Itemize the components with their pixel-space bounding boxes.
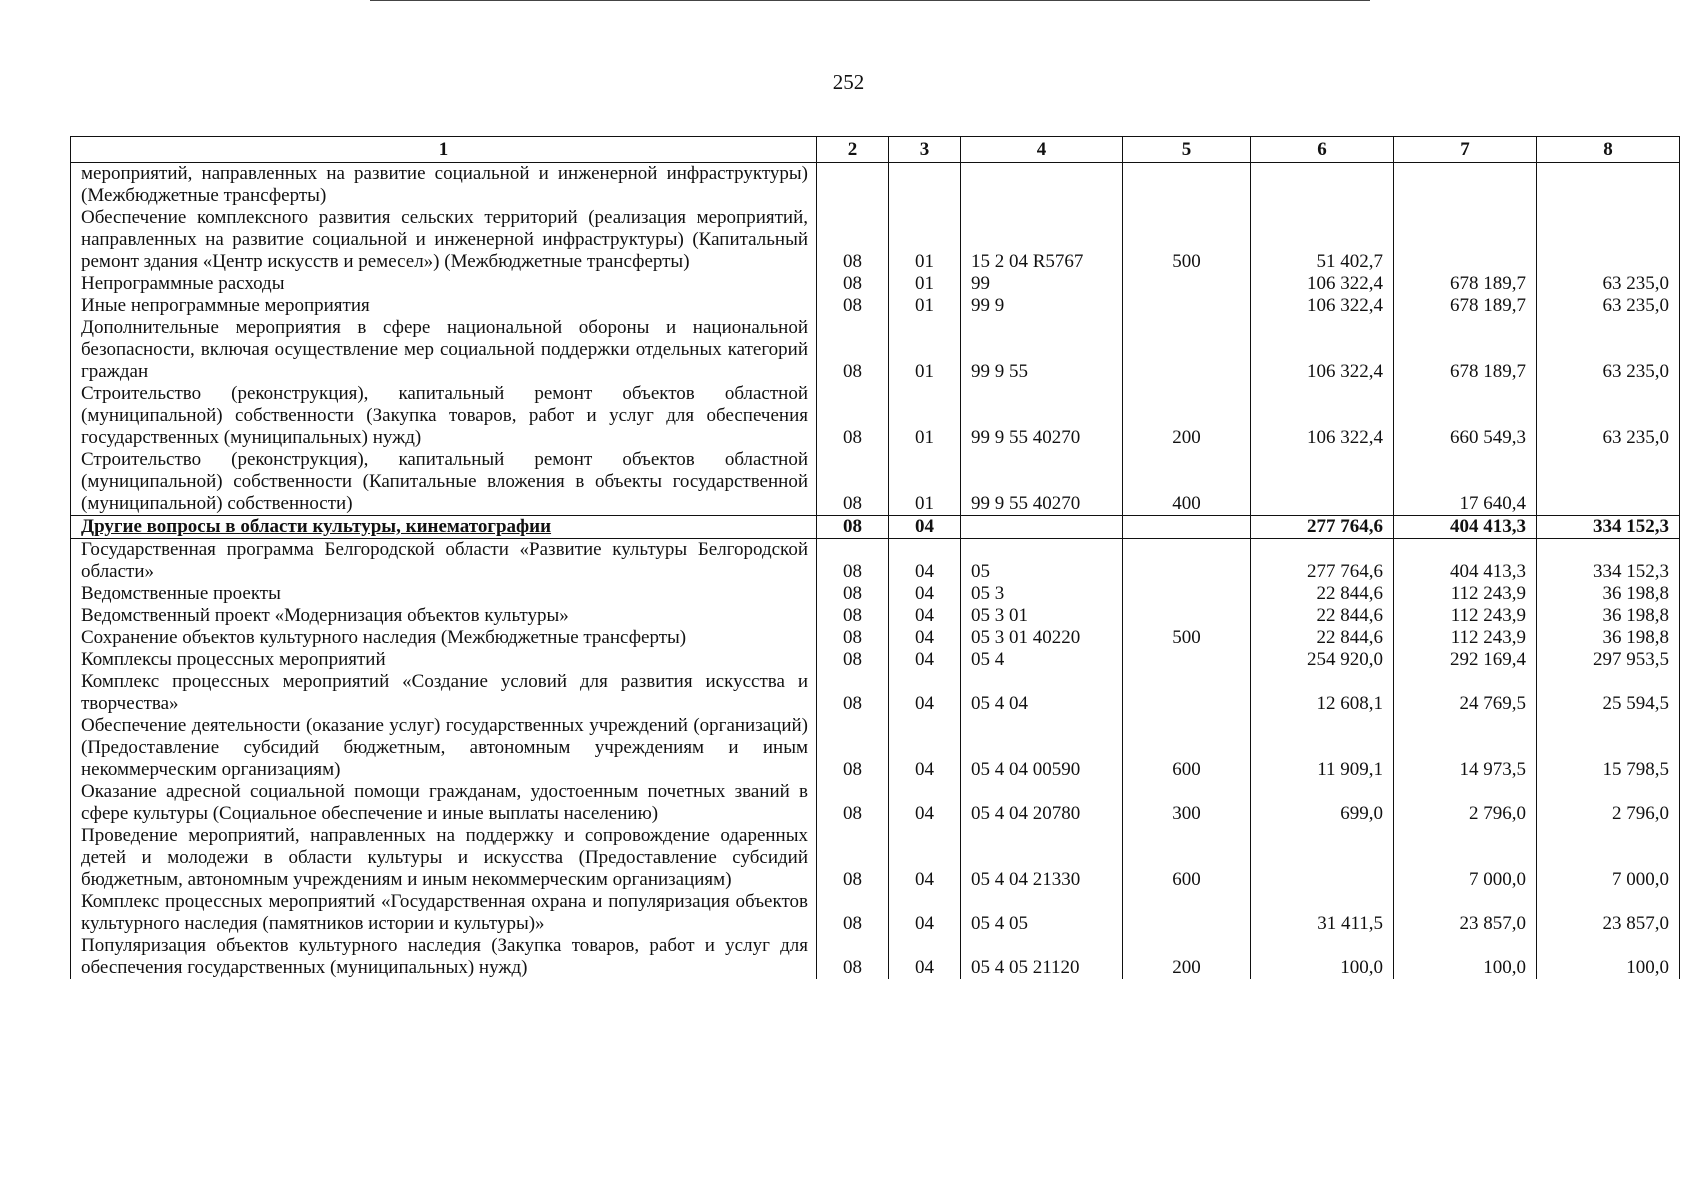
amount-col-7-cell: 404 413,3 bbox=[1394, 516, 1537, 539]
subsection-code-cell: 04 bbox=[889, 671, 961, 715]
table-row bbox=[71, 583, 1680, 605]
table-row bbox=[71, 449, 1680, 516]
budget-table bbox=[70, 136, 1680, 979]
expense-type-cell bbox=[1123, 317, 1251, 383]
amount-col-6-cell: 106 322,4 bbox=[1251, 317, 1394, 383]
table-row bbox=[71, 207, 1680, 273]
section-code-cell: 08 bbox=[817, 605, 889, 627]
target-article-cell: 99 9 55 bbox=[961, 317, 1123, 383]
amount-col-7-cell: 112 243,9 bbox=[1394, 583, 1537, 605]
scan-top-rule bbox=[370, 0, 1370, 1]
amount-col-7-cell: 678 189,7 bbox=[1394, 317, 1537, 383]
table-row bbox=[71, 163, 1680, 208]
item-name-cell: Комплекс процессных мероприятий «Создание условий для развития искусства и творчества» bbox=[71, 671, 817, 715]
page-number: 252 bbox=[832, 70, 865, 94]
target-article-cell bbox=[961, 516, 1123, 539]
amount-col-6-cell: 277 764,6 bbox=[1251, 539, 1394, 584]
section-code-cell: 08 bbox=[817, 671, 889, 715]
table-row bbox=[71, 273, 1680, 295]
amount-col-8-cell: 15 798,5 bbox=[1537, 715, 1680, 781]
section-code-cell: 08 bbox=[817, 891, 889, 935]
subsection-code-cell: 04 bbox=[889, 935, 961, 979]
table-row bbox=[71, 781, 1680, 825]
amount-col-6-cell bbox=[1251, 825, 1394, 891]
expense-type-cell: 500 bbox=[1123, 627, 1251, 649]
target-article-cell: 05 3 01 40220 bbox=[961, 627, 1123, 649]
section-code-cell: 08 bbox=[817, 273, 889, 295]
subsection-code-cell: 04 bbox=[889, 781, 961, 825]
amount-col-6-cell: 22 844,6 bbox=[1251, 605, 1394, 627]
item-name-cell: Проведение мероприятий, направленных на поддержку и сопровождение одаренных детей и молодежи в области культуры и искусства (Предоставление субсидий бюджетным, автономным учреждениям и иным некоммерческим организациям) bbox=[71, 825, 817, 891]
subsection-code-cell: 01 bbox=[889, 207, 961, 273]
subsection-code-cell: 04 bbox=[889, 891, 961, 935]
subsection-code-cell: 01 bbox=[889, 383, 961, 449]
table-row bbox=[71, 539, 1680, 584]
expense-type-cell: 200 bbox=[1123, 383, 1251, 449]
subsection-code-cell: 01 bbox=[889, 273, 961, 295]
table-row bbox=[71, 383, 1680, 449]
amount-col-7-cell: 14 973,5 bbox=[1394, 715, 1537, 781]
target-article-cell: 05 3 01 bbox=[961, 605, 1123, 627]
amount-col-8-cell: 334 152,3 bbox=[1537, 516, 1680, 539]
target-article-cell: 05 4 05 21120 bbox=[961, 935, 1123, 979]
amount-col-8-cell: 63 235,0 bbox=[1537, 383, 1680, 449]
section-code-cell: 08 bbox=[817, 825, 889, 891]
amount-col-6-cell: 11 909,1 bbox=[1251, 715, 1394, 781]
amount-col-7-cell: 112 243,9 bbox=[1394, 627, 1537, 649]
amount-col-7-cell: 112 243,9 bbox=[1394, 605, 1537, 627]
amount-col-6-cell: 51 402,7 bbox=[1251, 207, 1394, 273]
item-name-cell: Строительство (реконструкция), капитальный ремонт объектов областной (муниципальной) собственности (Закупка товаров, работ и услуг для обеспечения государственных (муниципальных) нужд) bbox=[71, 383, 817, 449]
subsection-code-cell: 04 bbox=[889, 715, 961, 781]
expense-type-cell: 600 bbox=[1123, 825, 1251, 891]
expense-type-cell bbox=[1123, 295, 1251, 317]
section-code-cell: 08 bbox=[817, 383, 889, 449]
amount-col-6-cell: 22 844,6 bbox=[1251, 627, 1394, 649]
amount-col-6-cell bbox=[1251, 449, 1394, 516]
subsection-code-cell: 01 bbox=[889, 317, 961, 383]
section-code-cell: 08 bbox=[817, 295, 889, 317]
table-row bbox=[71, 295, 1680, 317]
subsection-code-cell: 04 bbox=[889, 825, 961, 891]
item-name-cell: Сохранение объектов культурного наследия (Межбюджетные трансферты) bbox=[71, 627, 817, 649]
amount-col-7-cell: 678 189,7 bbox=[1394, 295, 1537, 317]
amount-col-8-cell: 25 594,5 bbox=[1537, 671, 1680, 715]
expense-type-cell: 500 bbox=[1123, 207, 1251, 273]
amount-col-7-cell: 678 189,7 bbox=[1394, 273, 1537, 295]
expense-type-cell bbox=[1123, 891, 1251, 935]
header-col-2: 2 bbox=[817, 137, 889, 163]
amount-col-7-cell: 292 169,4 bbox=[1394, 649, 1537, 671]
expense-type-cell bbox=[1123, 163, 1251, 208]
subsection-code-cell: 01 bbox=[889, 295, 961, 317]
subsection-code-cell: 04 bbox=[889, 627, 961, 649]
expense-type-cell bbox=[1123, 583, 1251, 605]
item-name-cell: Ведомственный проект «Модернизация объектов культуры» bbox=[71, 605, 817, 627]
table-row bbox=[71, 715, 1680, 781]
item-name-cell: мероприятий, направленных на развитие социальной и инженерной инфраструктуры) (Межбюджетные трансферты) bbox=[71, 163, 817, 208]
amount-col-7-cell: 23 857,0 bbox=[1394, 891, 1537, 935]
section-code-cell: 08 bbox=[817, 715, 889, 781]
item-name-cell: Обеспечение комплексного развития сельских территорий (реализация мероприятий, направленных на развитие социальной и инженерной инфраструктуры) (Капитальный ремонт здания «Центр искусств и ремесел») (Межбюджетные трансферты) bbox=[71, 207, 817, 273]
target-article-cell: 99 9 bbox=[961, 295, 1123, 317]
item-name-cell: Дополнительные мероприятия в сфере национальной обороны и национальной безопасности, включая осуществление мер социальной поддержки отдельных категорий граждан bbox=[71, 317, 817, 383]
section-code-cell: 08 bbox=[817, 539, 889, 584]
expense-type-cell bbox=[1123, 539, 1251, 584]
amount-col-6-cell: 254 920,0 bbox=[1251, 649, 1394, 671]
item-name-cell: Ведомственные проекты bbox=[71, 583, 817, 605]
table-row bbox=[71, 627, 1680, 649]
target-article-cell: 05 4 04 00590 bbox=[961, 715, 1123, 781]
header-col-4: 4 bbox=[961, 137, 1123, 163]
table-row bbox=[71, 317, 1680, 383]
amount-col-8-cell: 7 000,0 bbox=[1537, 825, 1680, 891]
item-name-cell: Строительство (реконструкция), капитальный ремонт объектов областной (муниципальной) собственности (Капитальные вложения в объекты государственной (муниципальной) собственности) bbox=[71, 449, 817, 516]
target-article-cell bbox=[961, 163, 1123, 208]
amount-col-7-cell: 660 549,3 bbox=[1394, 383, 1537, 449]
section-code-cell bbox=[817, 163, 889, 208]
target-article-cell: 05 4 04 bbox=[961, 671, 1123, 715]
amount-col-8-cell bbox=[1537, 163, 1680, 208]
table-row bbox=[71, 891, 1680, 935]
budget-table-container bbox=[70, 136, 1680, 979]
amount-col-6-cell: 106 322,4 bbox=[1251, 383, 1394, 449]
header-col-8: 8 bbox=[1537, 137, 1680, 163]
subsection-code-cell: 04 bbox=[889, 539, 961, 584]
amount-col-8-cell: 63 235,0 bbox=[1537, 273, 1680, 295]
section-code-cell: 08 bbox=[817, 207, 889, 273]
amount-col-6-cell: 12 608,1 bbox=[1251, 671, 1394, 715]
subsection-code-cell: 04 bbox=[889, 583, 961, 605]
expense-type-cell: 400 bbox=[1123, 449, 1251, 516]
amount-col-7-cell bbox=[1394, 163, 1537, 208]
table-section-row bbox=[71, 516, 1680, 539]
header-col-7: 7 bbox=[1394, 137, 1537, 163]
target-article-cell: 05 bbox=[961, 539, 1123, 584]
section-code-cell: 08 bbox=[817, 516, 889, 539]
section-code-cell: 08 bbox=[817, 583, 889, 605]
amount-col-8-cell: 63 235,0 bbox=[1537, 317, 1680, 383]
amount-col-7-cell: 7 000,0 bbox=[1394, 825, 1537, 891]
target-article-cell: 99 9 55 40270 bbox=[961, 449, 1123, 516]
section-code-cell: 08 bbox=[817, 781, 889, 825]
amount-col-7-cell: 24 769,5 bbox=[1394, 671, 1537, 715]
expense-type-cell bbox=[1123, 516, 1251, 539]
item-name-cell: Комплекс процессных мероприятий «Государственная охрана и популяризация объектов культурного наследия (памятников истории и культуры)» bbox=[71, 891, 817, 935]
header-col-5: 5 bbox=[1123, 137, 1251, 163]
amount-col-7-cell: 17 640,4 bbox=[1394, 449, 1537, 516]
amount-col-8-cell: 100,0 bbox=[1537, 935, 1680, 979]
amount-col-6-cell bbox=[1251, 163, 1394, 208]
expense-type-cell bbox=[1123, 671, 1251, 715]
subsection-code-cell bbox=[889, 163, 961, 208]
amount-col-8-cell: 36 198,8 bbox=[1537, 605, 1680, 627]
table-body bbox=[71, 163, 1680, 980]
column-number-header-row bbox=[71, 137, 1680, 163]
subsection-code-cell: 01 bbox=[889, 449, 961, 516]
amount-col-7-cell bbox=[1394, 207, 1537, 273]
amount-col-6-cell: 31 411,5 bbox=[1251, 891, 1394, 935]
target-article-cell: 05 4 04 20780 bbox=[961, 781, 1123, 825]
amount-col-8-cell: 334 152,3 bbox=[1537, 539, 1680, 584]
item-name-cell: Государственная программа Белгородской области «Развитие культуры Белгородской области» bbox=[71, 539, 817, 584]
table-row bbox=[71, 605, 1680, 627]
amount-col-8-cell: 36 198,8 bbox=[1537, 583, 1680, 605]
target-article-cell: 99 9 55 40270 bbox=[961, 383, 1123, 449]
target-article-cell: 05 4 04 21330 bbox=[961, 825, 1123, 891]
section-code-cell: 08 bbox=[817, 935, 889, 979]
amount-col-6-cell: 699,0 bbox=[1251, 781, 1394, 825]
amount-col-7-cell: 2 796,0 bbox=[1394, 781, 1537, 825]
target-article-cell: 05 4 05 bbox=[961, 891, 1123, 935]
item-name-cell: Комплексы процессных мероприятий bbox=[71, 649, 817, 671]
table-row bbox=[71, 935, 1680, 979]
section-code-cell: 08 bbox=[817, 449, 889, 516]
expense-type-cell: 200 bbox=[1123, 935, 1251, 979]
amount-col-7-cell: 404 413,3 bbox=[1394, 539, 1537, 584]
amount-col-8-cell: 23 857,0 bbox=[1537, 891, 1680, 935]
item-name-cell: Популяризация объектов культурного наследия (Закупка товаров, работ и услуг для обеспечения государственных (муниципальных) нужд) bbox=[71, 935, 817, 979]
amount-col-8-cell: 36 198,8 bbox=[1537, 627, 1680, 649]
subsection-code-cell: 04 bbox=[889, 516, 961, 539]
amount-col-6-cell: 100,0 bbox=[1251, 935, 1394, 979]
amount-col-8-cell bbox=[1537, 207, 1680, 273]
amount-col-8-cell: 63 235,0 bbox=[1537, 295, 1680, 317]
amount-col-6-cell: 22 844,6 bbox=[1251, 583, 1394, 605]
expense-type-cell bbox=[1123, 605, 1251, 627]
item-name-cell: Другие вопросы в области культуры, кинематографии bbox=[71, 516, 817, 539]
target-article-cell: 05 3 bbox=[961, 583, 1123, 605]
expense-type-cell bbox=[1123, 273, 1251, 295]
amount-col-6-cell: 106 322,4 bbox=[1251, 273, 1394, 295]
header-col-6: 6 bbox=[1251, 137, 1394, 163]
section-code-cell: 08 bbox=[817, 649, 889, 671]
subsection-code-cell: 04 bbox=[889, 649, 961, 671]
amount-col-7-cell: 100,0 bbox=[1394, 935, 1537, 979]
item-name-cell: Обеспечение деятельности (оказание услуг) государственных учреждений (организаций) (Предоставление субсидий бюджетным, автономным учреждениям и иным некоммерческим организациям) bbox=[71, 715, 817, 781]
header-col-3: 3 bbox=[889, 137, 961, 163]
target-article-cell: 15 2 04 R5767 bbox=[961, 207, 1123, 273]
amount-col-8-cell bbox=[1537, 449, 1680, 516]
amount-col-6-cell: 106 322,4 bbox=[1251, 295, 1394, 317]
table-row bbox=[71, 671, 1680, 715]
expense-type-cell: 300 bbox=[1123, 781, 1251, 825]
expense-type-cell: 600 bbox=[1123, 715, 1251, 781]
header-col-1: 1 bbox=[71, 137, 817, 163]
amount-col-8-cell: 297 953,5 bbox=[1537, 649, 1680, 671]
target-article-cell: 05 4 bbox=[961, 649, 1123, 671]
expense-type-cell bbox=[1123, 649, 1251, 671]
table-row bbox=[71, 649, 1680, 671]
amount-col-6-cell: 277 764,6 bbox=[1251, 516, 1394, 539]
item-name-cell: Непрограммные расходы bbox=[71, 273, 817, 295]
item-name-cell: Иные непрограммные мероприятия bbox=[71, 295, 817, 317]
item-name-cell: Оказание адресной социальной помощи гражданам, удостоенным почетных званий в сфере культуры (Социальное обеспечение и иные выплаты населению) bbox=[71, 781, 817, 825]
section-code-cell: 08 bbox=[817, 627, 889, 649]
amount-col-8-cell: 2 796,0 bbox=[1537, 781, 1680, 825]
subsection-code-cell: 04 bbox=[889, 605, 961, 627]
section-code-cell: 08 bbox=[817, 317, 889, 383]
table-row bbox=[71, 825, 1680, 891]
target-article-cell: 99 bbox=[961, 273, 1123, 295]
